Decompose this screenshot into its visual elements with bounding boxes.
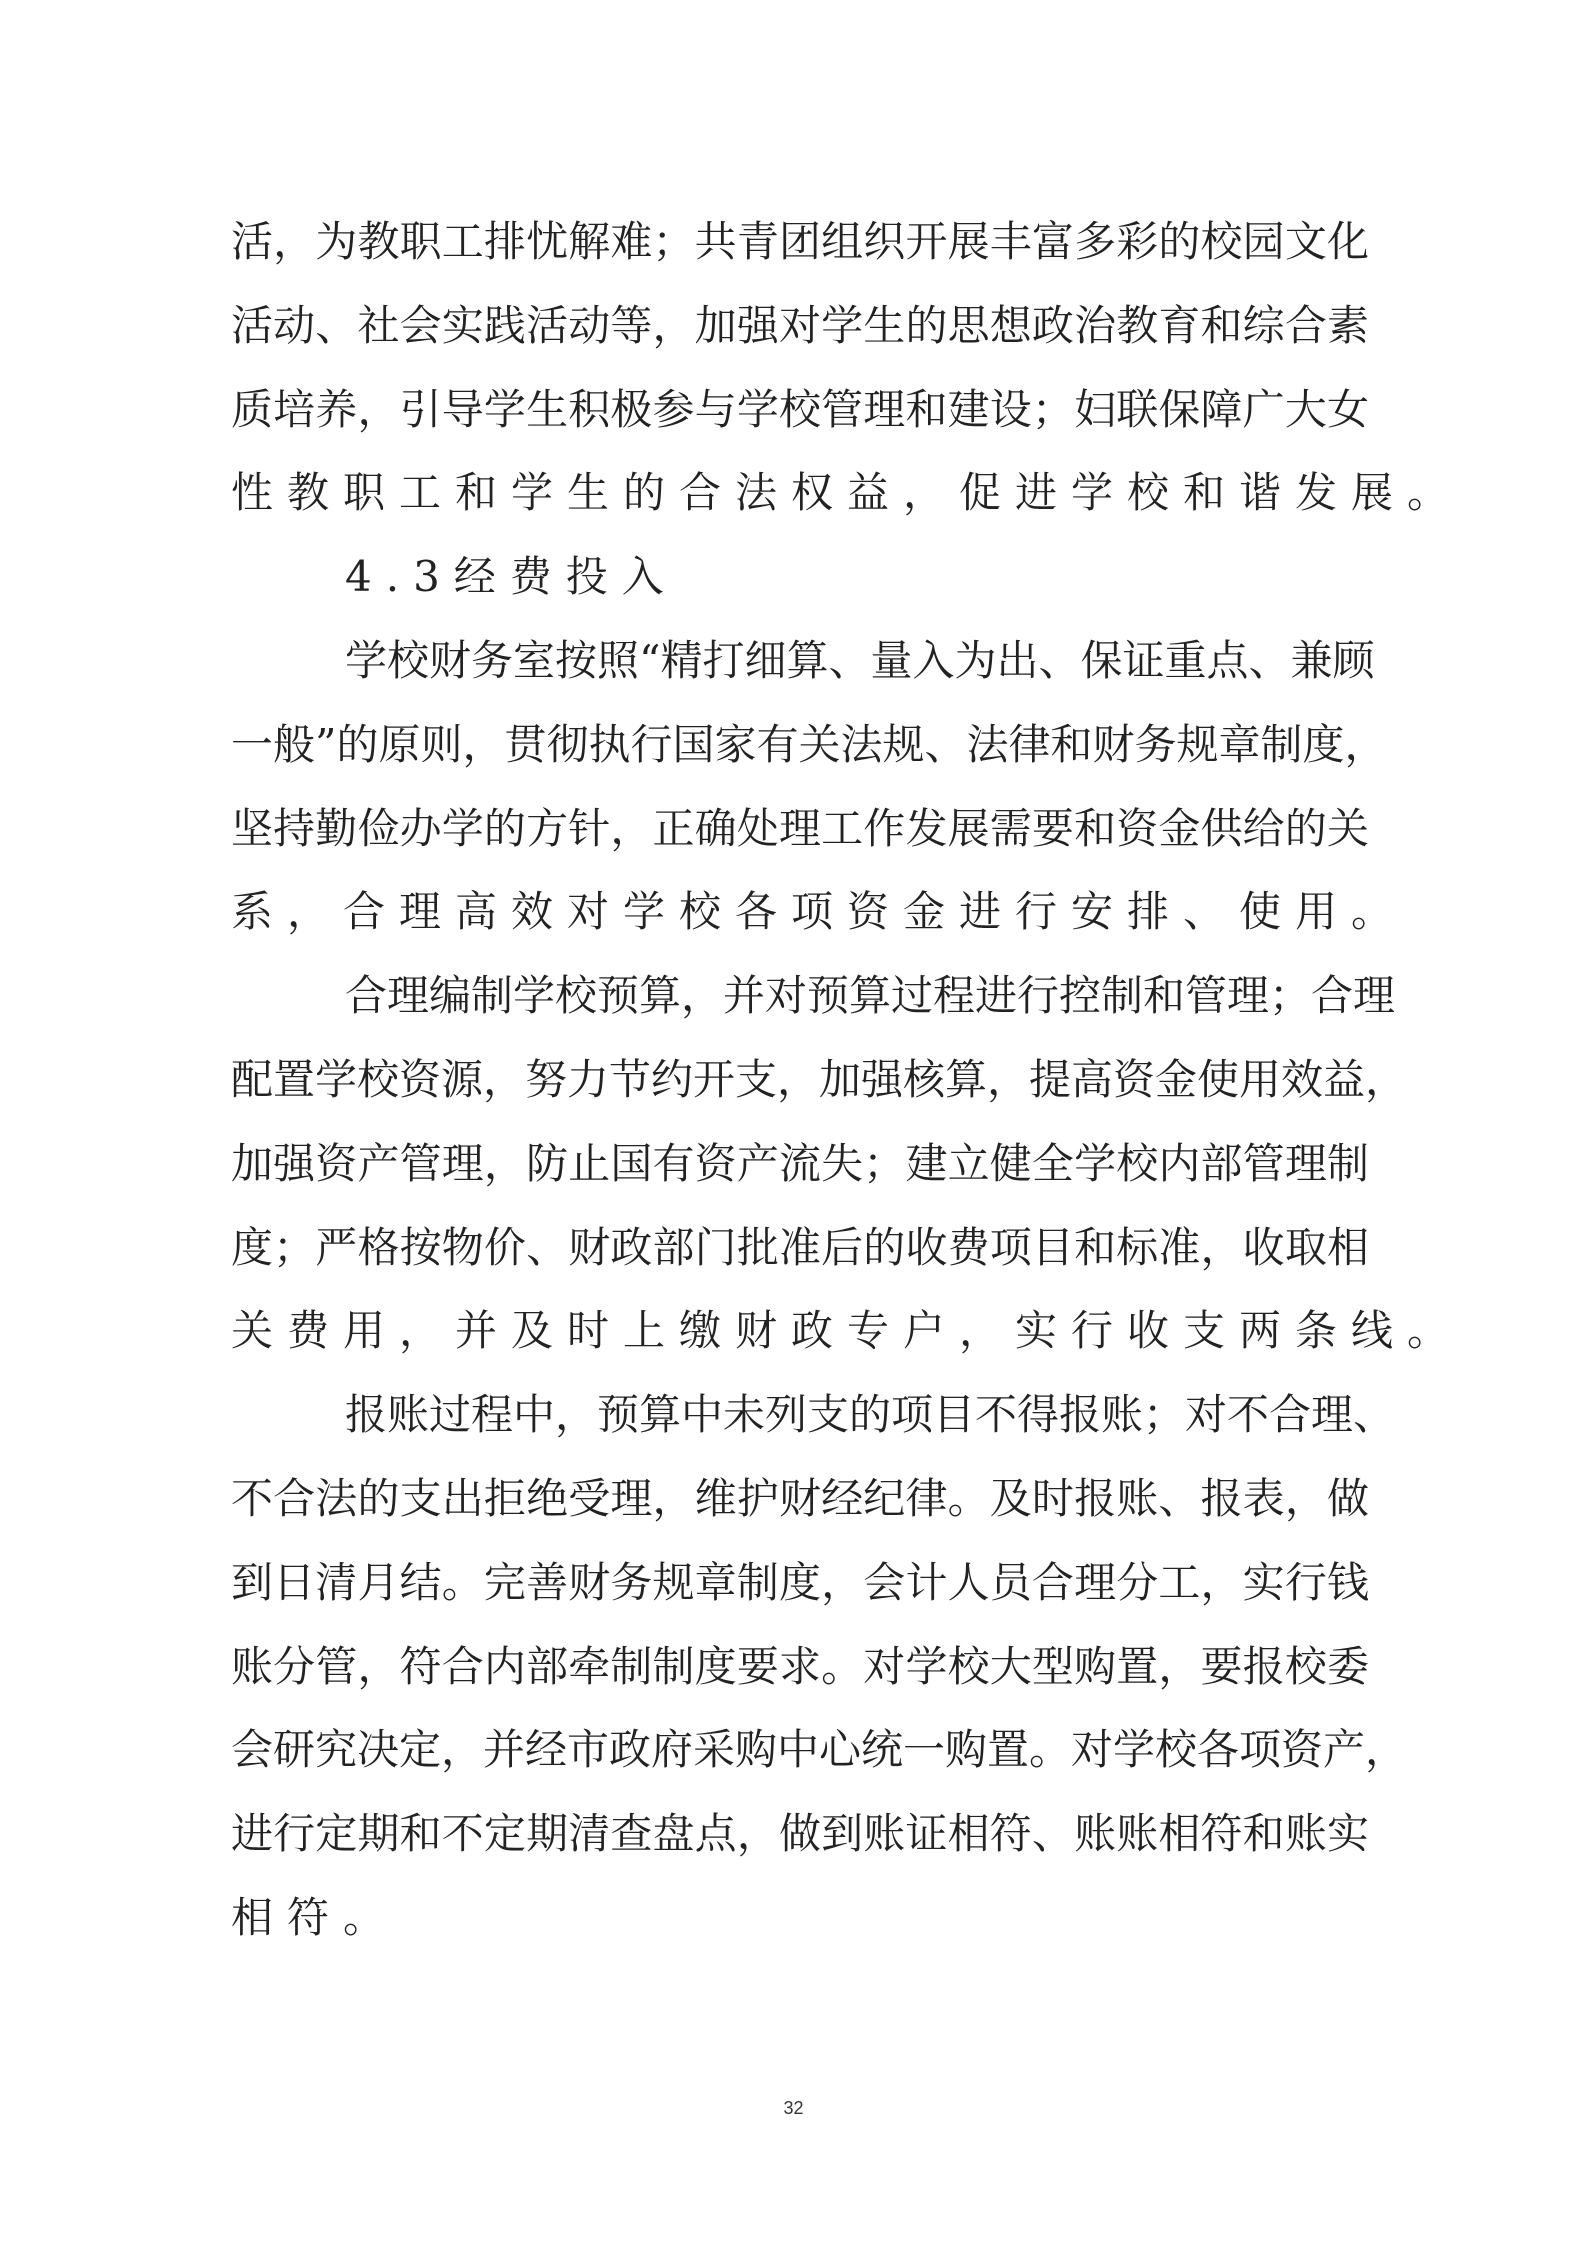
- text-line: 相符。: [231, 1892, 400, 1942]
- paragraph: [231, 200, 1464, 535]
- text-line: 不合法的支出拒绝受理，维护财经纪律。及时报账、报表，做: [231, 1473, 1369, 1523]
- text-line: 配置学校资源，努力节约开支，加强核算，提高资金使用效益，: [231, 1054, 1408, 1104]
- paragraph: [231, 954, 1464, 1373]
- text-line: 坚持勤俭办学的方针，正确处理工作发展需要和资金供给的关: [231, 803, 1369, 853]
- text-line: 一般”的原则，贯彻执行国家有关法规、法律和财务规章制度，: [231, 719, 1387, 769]
- text-line: 到日清月结。完善财务规章制度，会计人员合理分工，实行钱: [231, 1557, 1369, 1607]
- text-line: 4.3经费投入: [345, 552, 678, 602]
- text-line: 度；严格按物价、财政部门批准后的收费项目和标准，收取相: [231, 1222, 1369, 1272]
- section-heading: [231, 535, 1369, 619]
- text-line: 报账过程中，预算中未列支的项目不得报账；对不合理、: [345, 1390, 1396, 1440]
- text-line: 性教职工和学生的合法权益，促进学校和谐发展。: [231, 468, 1464, 518]
- document-body: [231, 200, 1464, 1960]
- text-line: 活动、社会实践活动等，加强对学生的思想政治教育和综合素: [231, 300, 1369, 350]
- text-line: 活，为教职工排忧解难；共青团组织开展丰富多彩的校园文化: [231, 217, 1369, 266]
- paragraph: [231, 619, 1408, 954]
- text-line: 会研究决定，并经市政府采购中心统一购置。对学校各项资产，: [231, 1725, 1408, 1775]
- text-line: 质培养，引导学生积极参与学校管理和建设；妇联保障广大女: [231, 384, 1369, 434]
- text-line: 系，合理高效对学校各项资金进行安排、使用。: [231, 887, 1408, 937]
- text-line: 合理编制学校预算，并对预算过程进行控制和管理；合理: [345, 971, 1396, 1021]
- text-line: 关费用，并及时上缴财政专户，实行收支两条线。: [231, 1306, 1464, 1356]
- text-line: 学校财务室按照“精打细算、量入为出、保证重点、兼顾: [345, 635, 1375, 685]
- text-line: 账分管，符合内部牵制制度要求。对学校大型购置，要报校委: [231, 1641, 1369, 1691]
- paragraph: [231, 1373, 1408, 1960]
- text-line: 加强资产管理，防止国有资产流失；建立健全学校内部管理制: [231, 1138, 1369, 1188]
- page-number: 32: [783, 2098, 804, 2118]
- text-line: 进行定期和不定期清查盘点，做到账证相符、账账相符和账实: [231, 1809, 1369, 1859]
